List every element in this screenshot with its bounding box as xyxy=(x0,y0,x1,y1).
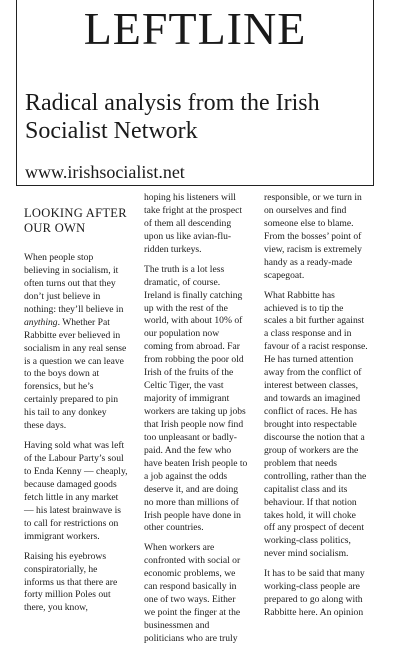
article-paragraph: When workers are confronted with social or economic problems, we can respond basically in one of two ways. Either we point the finger at the businessmen and politicians who are truly xyxy=(144,542,241,644)
article-paragraph: What Rabbitte has achieved is to tip the scales a bit further against a class response and in favour of a racist response. He has turned attention away from the conflict of interest between classes, and towards an imagined conflict of races. He has brought into respectable discourse the notion that a group of workers are the problem that needs controlling, rather than the capitalist class and its behaviour. If that notion takes hold, it will choke off any prospect of decent working-class politics, never mind socialism. xyxy=(264,289,368,560)
website-url: www.irishsocialist.net xyxy=(25,162,185,182)
article-paragraph: The truth is a lot less dramatic, of course. Ireland is finally catching up with the rest of the world, with about 10% of our population now coming from abroad. Far from robbing the poor old Irish of the fruits of the Celtic Tiger, the vast majority of immigrant workers are taking up jobs that Irish people now find too unpleasant or badly-paid. And the few who have beaten Irish people to a job against the odds deserve it, and are doing no more than millions of Irish people have done in other countries. xyxy=(144,263,248,534)
article-column-3 xyxy=(264,192,368,627)
article-paragraph: Having sold what was left of the Labour Party’s soul to Enda Kenny — cheaply, because damaged goods fetch little in any market — his latest brainwave is to call for restrictions on immigrant workers. xyxy=(24,440,128,542)
masthead-tagline: Radical analysis from the Irish Socialist Network xyxy=(25,90,320,144)
article-column-1 xyxy=(24,192,128,622)
masthead-title: LEFTLINE xyxy=(83,3,307,54)
article-paragraph: responsible, or we turn in on ourselves and find someone else to blame. From the bosses’ point of view, racism is extremely handy as a ready-made scapegoat. xyxy=(264,192,362,281)
article-paragraph: It has to be said that many working-class people are prepared to go along with Rabbitte here. An opinion xyxy=(264,568,365,619)
masthead xyxy=(16,0,374,186)
article-paragraph: Raising his eyebrows conspiratorially, he informs us that there are forty million Poles out there, you know, xyxy=(24,550,118,614)
article-headline: LOOKING AFTER OUR OWN xyxy=(24,206,127,235)
article-column-2 xyxy=(144,192,248,653)
article-paragraph: hoping his listeners will take fright at the prospect of them all descending upon us like avian-flu-ridden turkeys. xyxy=(144,192,243,255)
article-paragraph: When people stop believing in socialism, it often turns out that they don’t just believe in nothing: they’ll believe in anything. Whether Pat Rabbitte ever believed in socialism in any real sense is a question we can leave to the boys down at forensics, but he’s certainly prepared to pin his tail to any donkey these days. xyxy=(24,252,127,432)
